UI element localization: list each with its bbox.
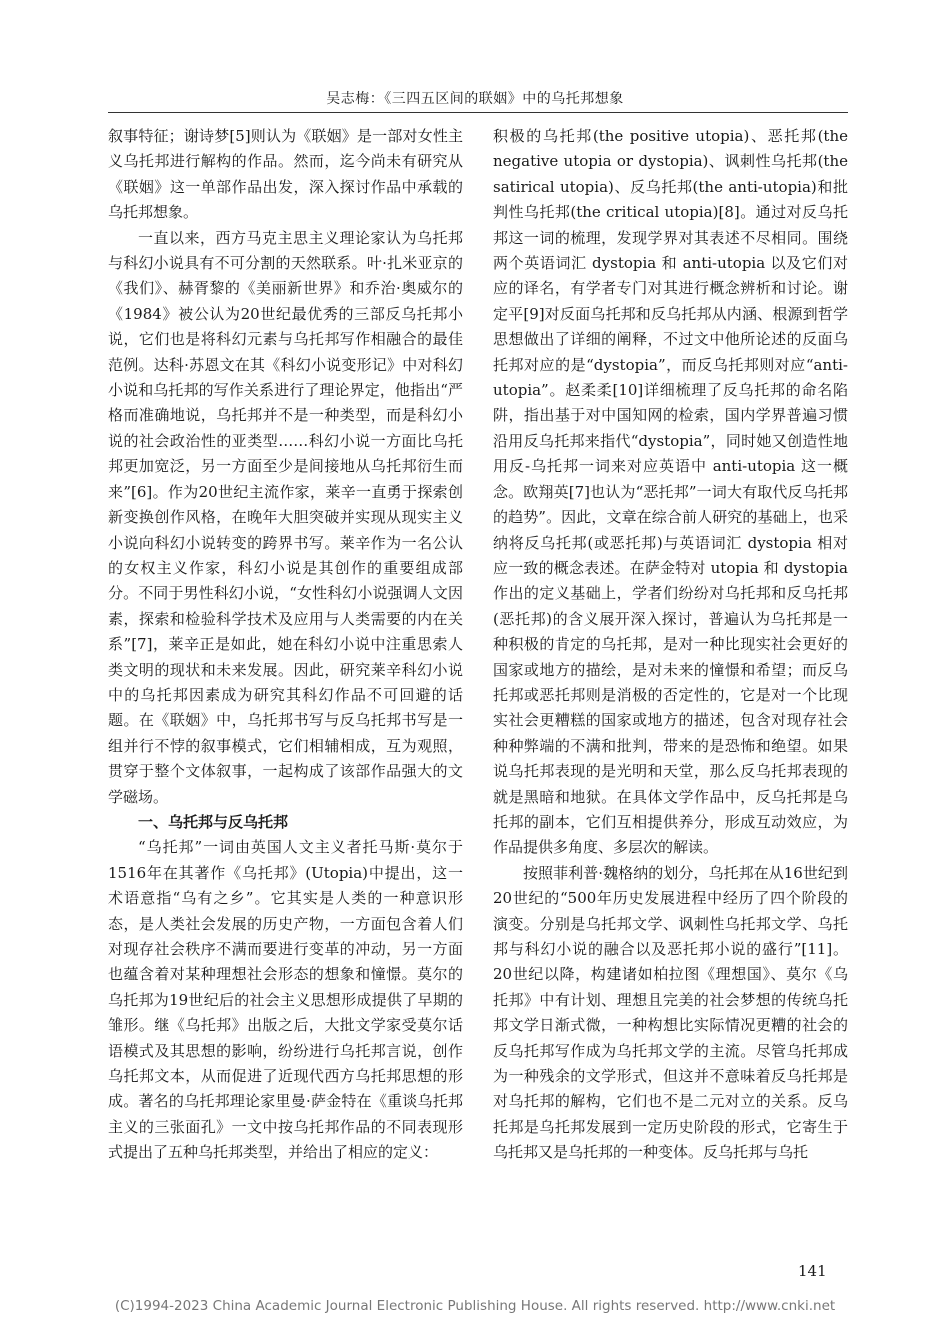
- running-header: 吴志梅：《三四五区间的联姻》中的乌托邦想象: [326, 91, 624, 107]
- header-rule: [108, 112, 848, 113]
- left-paragraph-2: 一直以来，西方马克主思主义理论家认为乌托邦与科幻小说具有不可分割的天然联系。叶·扎米亚京的《我们》、赫胥黎的《美丽新世界》和乔治·奥威尔的《1984》被公认为20世纪最优秀的三部反乌托邦小说，它们也是将科幻元素与乌托邦写作相融合的最佳范例。达科·苏恩文在其《科幻小说变形记》中对科幻小说和乌托邦的写作关系进行了理论界定，他指出“严格而准确地说，乌托邦并不是一种类型，而是科幻小说的社会政治性的亚类型……科幻小说一方面比乌托邦更加宽泛，另一方面至少是间接地从乌托邦衍生而来”[6]。作为20世纪主流作家，莱辛一直勇于探索创新变换创作风格，在晚年大胆突破并实现从现实主义小说向科幻小说转变的跨界书写。莱辛作为一名公认的女权主义作家，科幻小说是其创作的重要组成部分。不同于男性科幻小说，“女性科幻小说强调人文因素，探索和检验科学技术及应用与人类需要的内在关系”[7]，莱辛正是如此，她在科幻小说中注重思索人类文明的现状和未来发展。因此，研究莱辛科幻小说中的乌托邦因素成为研究其科幻作品不可回避的话题。在《联姻》中，乌托邦书写与反乌托邦书写是一组并行不悖的叙事模式，它们相辅相成，互为观照，贯穿于整个文体叙事，一起构成了该部作品强大的文学磁场。: [108, 228, 463, 806]
- page-number: 141: [798, 1262, 827, 1280]
- right-paragraph-2: 按照菲利普·魏格纳的划分，乌托邦在从16世纪到20世纪的“500年历史发展进程中经历了四个阶段的演变。分别是乌托邦文学、讽刺性乌托邦文学、乌托邦与科幻小说的融合以及恶托邦小说的盛行”[11]。20世纪以降，构建诸如柏拉图《理想国》、莫尔《乌托邦》中有计划、理想且完美的社会梦想的传统乌托邦文学日渐式微，一种构想比实际情况更糟的社会的反乌托邦写作成为乌托邦文学的主流。尽管乌托邦成为一种残余的文学形式，但这并不意味着反乌托邦是对乌托邦的解构，它们也不是二元对立的关系。反乌托邦是乌托邦发展到一定历史阶段的形式，它寄生于乌托邦又是乌托邦的一种变体。反乌托邦与乌托: [493, 863, 848, 1162]
- right-paragraph-1: 积极的乌托邦(the positive utopia)、恶托邦(the negative utopia or dystopia)、讽刺性乌托邦(the satirical utopia)、反乌托邦(the anti-utopia)和批判性乌托邦(the critical utopia)[8]。通过对反乌托邦这一词的梳理，发现学界对其表述不尽相同。围绕两个英语词汇 dystopia 和 anti-utopia 以及它们对应的译名，有学者专门对其进行概念辨析和讨论。谢定平[9]对反面乌托邦和反乌托邦从内涵、根源到哲学思想做出了详细的阐释，不过文中他所论述的反面乌托邦对应的是“dystopia”，而反乌托邦则对应“anti-utopia”。赵柔柔[10]详细梳理了反乌托邦的命名陷阱，指出基于对中国知网的检索，国内学界普遍习惯沿用反乌托邦来指代“dystopia”，同时她又创造性地用反-乌托邦一词来对应英语中 anti-utopia 这一概念。欧翔英[7]也认为“恶托邦”一词大有取代反乌托邦的趋势”。因此，文章在综合前人研究的基础上，也采纳将反乌托邦(或恶托邦)与英语词汇 dystopia 相对应一致的概念表述。在萨金特对 utopia 和 dystopia 作出的定义基础上，学者们纷纷对乌托邦和反乌托邦(恶托邦)的含义展开深入探讨，普遍认为乌托邦是一种积极的肯定的乌托邦，是对一种比现实社会更好的国家或地方的描绘，是对未来的憧憬和希望；而反乌托邦或恶托邦则是消极的否定性的，它是对一个比现实社会更糟糕的国家或地方的描述，包含对现存社会种种弊端的不满和批判，带来的是恐怖和绝望。如果说乌托邦表现的是光明和天堂，那么反乌托邦表现的就是黑暗和地狱。在具体文学作品中，反乌托邦是乌托邦的副本，它们互相提供养分，形成互动效应，为作品提供多角度、多层次的解读。: [493, 127, 848, 857]
- section-heading: 一、乌托邦与反乌托邦: [138, 812, 289, 831]
- copyright-footer: (C)1994-2023 China Academic Journal Electronic Publishing House. All rights reserved. http://www.cnki.net: [114, 1298, 836, 1314]
- left-column: [108, 124, 463, 1166]
- left-paragraph-1: 叙事特征；谢诗梦[5]则认为《联姻》是一部对女性主义乌托邦进行解构的作品。然而，迄今尚未有研究从《联姻》这一单部作品出发，深入探讨作品中承载的乌托邦想象。: [108, 127, 463, 222]
- left-paragraph-3: “乌托邦”一词由英国人文主义者托马斯·莫尔于1516年在其著作《乌托邦》(Utopia)中提出，这一术语意指“乌有之乡”。它其实是人类的一种意识形态，是人类社会发展的历史产物，一方面包含着人们对现存社会秩序不满而要进行变革的冲动，另一方面也蕴含着对某种理想社会形态的想象和憧憬。莫尔的乌托邦为19世纪后的社会主义思想形成提供了早期的雏形。继《乌托邦》出版之后，大批文学家受莫尔话语模式及其思想的影响，纷纷进行乌托邦言说，创作乌托邦文本，从而促进了近现代西方乌托邦思想的形成。著名的乌托邦理论家里曼·萨金特在《重谈乌托邦主义的三张面孔》一文中按乌托邦作品的不同表现形式提出了五种乌托邦类型，并给出了相应的定义：: [108, 838, 463, 1162]
- right-column: [493, 124, 848, 1166]
